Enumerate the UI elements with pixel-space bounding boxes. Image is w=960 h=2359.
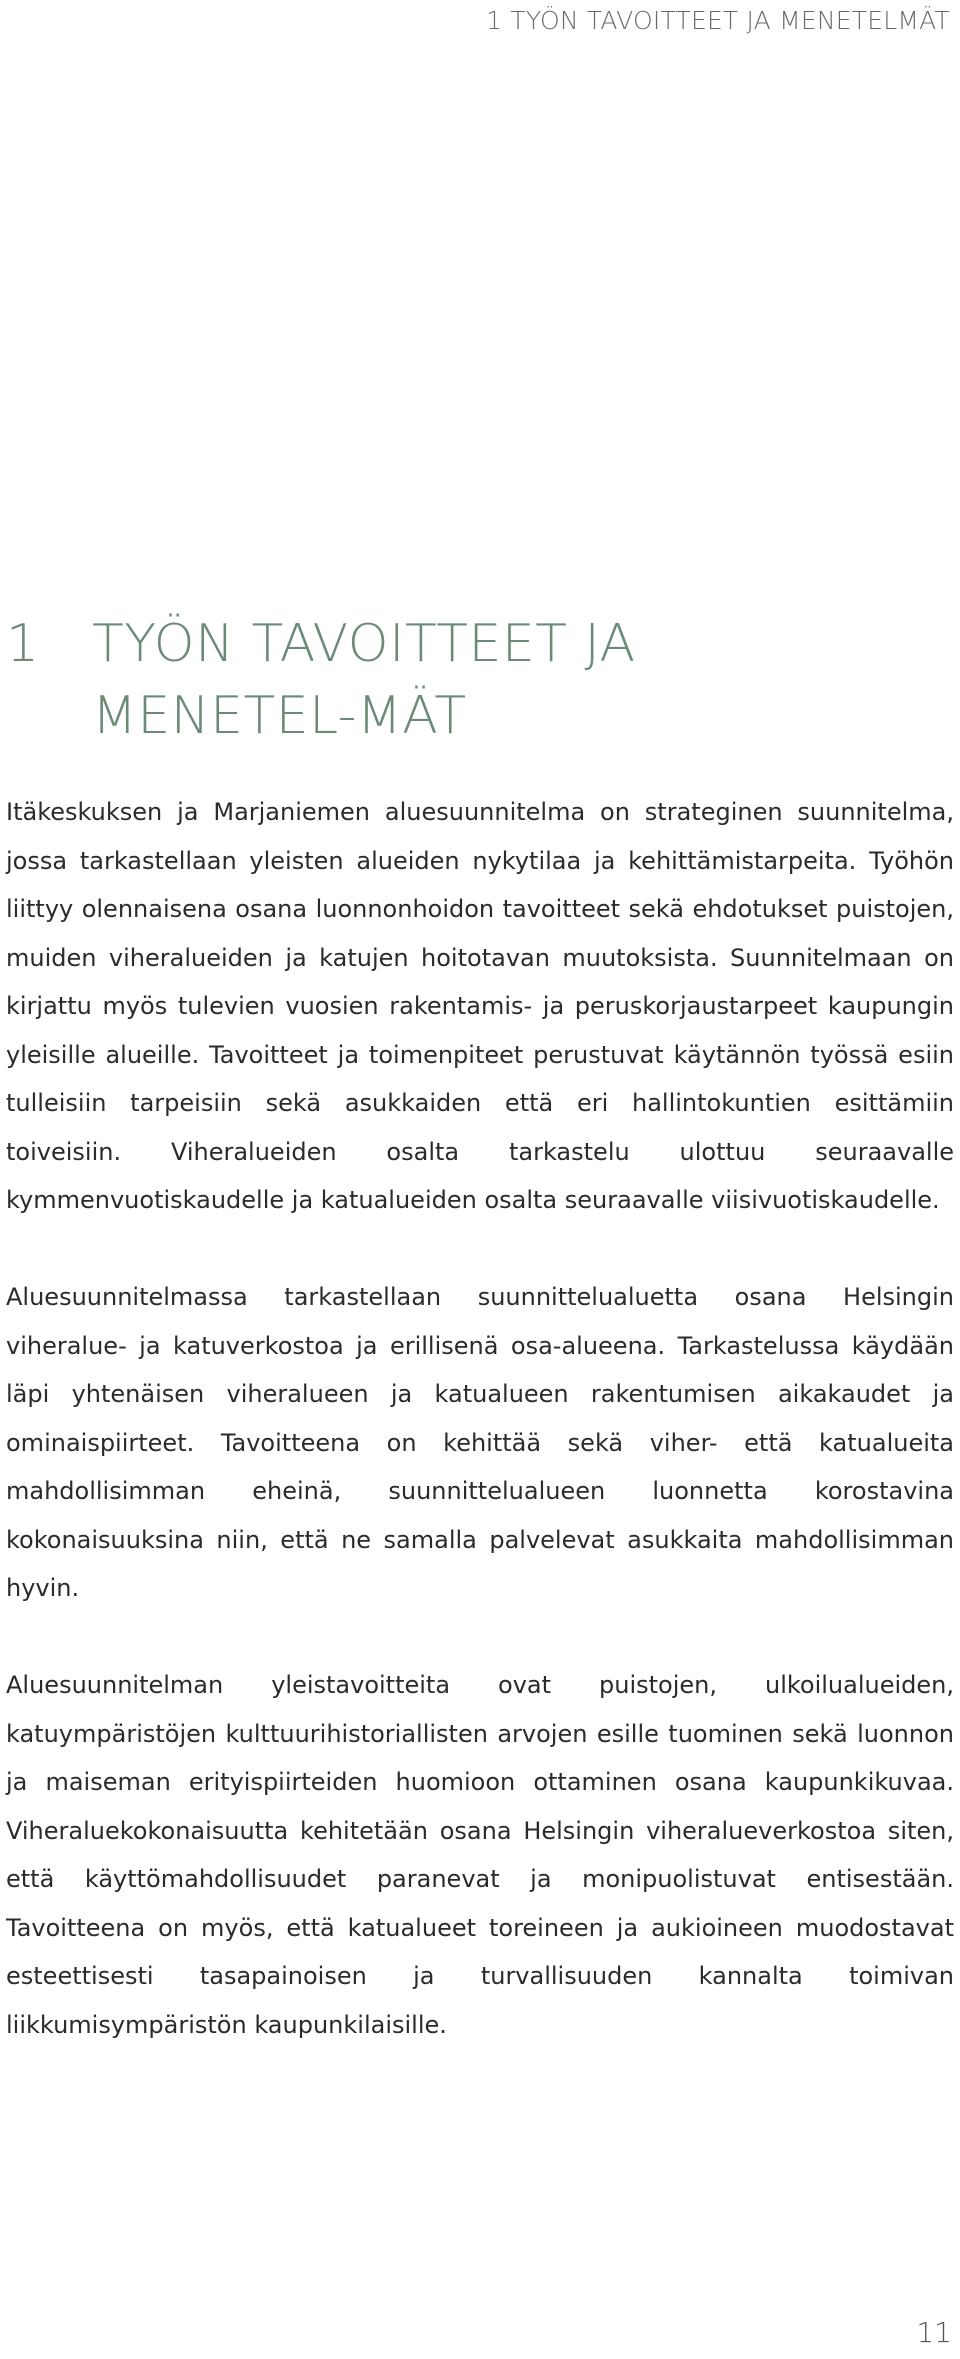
body-text	[6, 788, 954, 2098]
chapter-title: TYÖN TAVOITTEET JA MENETEL-MÄT	[92, 614, 636, 746]
chapter-heading	[0, 608, 960, 752]
paragraph-1: Itäkeskuksen ja Marjaniemen aluesuunnitelma on strateginen suunnitelma, jossa tarkastellaan yleisten alueiden nykytilaa ja kehittämistarpeita. Työhön liittyy olennaisena osana luonnonhoidon tavoitteet sekä ehdotukset puistojen, muiden viheralueiden ja katujen hoitotavan muutoksista. Suunnitelmaan on kirjattu myös tulevien vuosien rakentamis- ja peruskorjaustarpeet kaupungin yleisille alueille. Tavoitteet ja toimenpiteet perustuvat käytännön työssä esiin tulleisiin tarpeisiin sekä asukkaiden että eri hallintokuntien esittämiin toiveisiin. Viheralueiden osalta tarkastelu ulottuu seuraavalle kymmenvuotiskaudelle ja katualueiden osalta seuraavalle viisivuotiskaudelle.	[6, 798, 954, 1214]
paragraph-3: Aluesuunnitelman yleistavoitteita ovat puistojen, ulkoilualueiden, katuympäristöjen kulttuurihistoriallisten arvojen esille tuominen sekä luonnon ja maiseman erityispiirteiden huomioon ottaminen osana kaupunkikuvaa. Viheraluekokonaisuutta kehitetään osana Helsingin viheralueverkostoa siten, että käyttömahdollisuudet paranevat ja monipuolistuvat entisestään. Tavoitteena on myös, että katualueet toreineen ja aukioineen muodostavat esteettisesti tasapainoisen ja turvallisuuden kannalta toimivan liikkumisympäristön kaupunkilaisille.	[6, 1671, 954, 2039]
paragraph-2: Aluesuunnitelmassa tarkastellaan suunnittelualuetta osana Helsingin viheralue- ja katuverkostoa ja erillisenä osa-alueena. Tarkastelussa käydään läpi yhtenäisen viheralueen ja katualueen rakentumisen aikakaudet ja ominaispiirteet. Tavoitteena on kehittää sekä viher- että katualueita mahdollisimman eheinä, suunnittelualueen luonnetta korostavina kokonaisuuksina niin, että ne samalla palvelevat asukkaita mahdollisimman hyvin.	[6, 1283, 954, 1602]
running-header: 1 TYÖN TAVOITTEET JA MENETELMÄT	[486, 6, 950, 35]
chapter-number: 1	[6, 614, 40, 674]
page-number: 11	[916, 2316, 952, 2349]
